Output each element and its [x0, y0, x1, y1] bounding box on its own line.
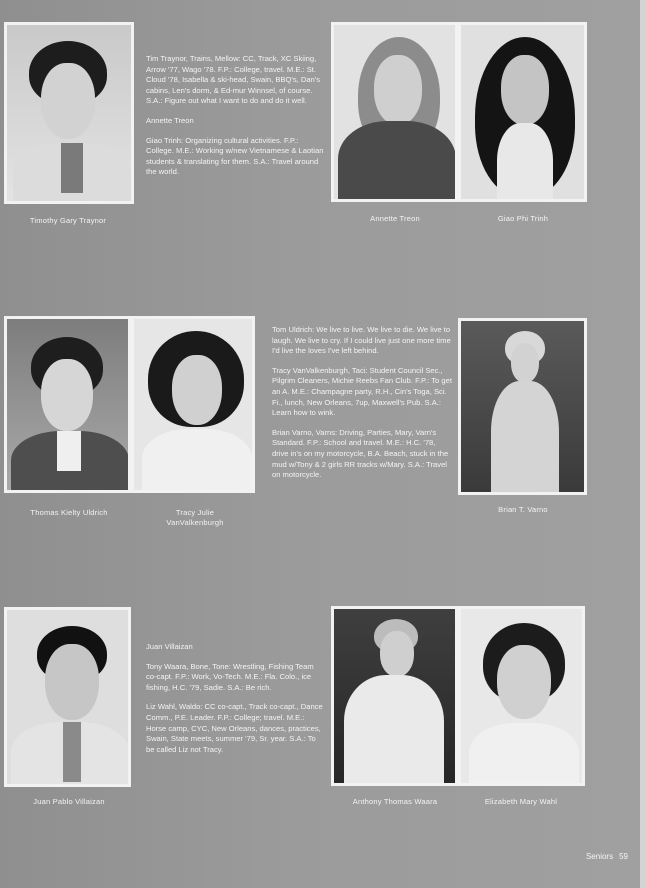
bio-block-row2: [272, 325, 452, 490]
page-folio: [580, 852, 628, 861]
bio-block-row3: [146, 642, 326, 764]
bio-traynor: Tim Traynor, Trains, Mellow: CC, Track, XC Skiing, Arrow '77, Wago '78. F.P.: College, travel. M.E.: St. Cloud '78, Isabella & ski-head, Swain, BBQ's, Dan's cabins, Len's dorm, & Ed-mur Winnsel, of course. S.A.: Figure out what I want to do and do it well.: [146, 54, 321, 106]
page-edge: [640, 0, 646, 888]
bio-vanvalkenburgh: Tracy VanValkenburgh, Taci: Student Council Sec., Pilgrim Cleaners, Michie Reebs Fan Club. F.P.: To get an A. M.E.: Champagne party, R.H., Cin's Toga, Sci. Fi., lunch, New Orleans, 7up, Maxwell's Pub. S.A.: Learn how to wink.: [272, 365, 452, 418]
bio-trinh: Giao Trinh: Organizing cultural activities. F.P.: College. M.E.: Working w/new Vietnamese & Laotian students & translating for them. S.A.: Travel around the world.: [146, 135, 324, 177]
bio-block-row1: [146, 54, 324, 187]
caption-anthony-waara: Anthony Thomas Waara: [352, 797, 438, 806]
bio-villaizan: Juan Villaizan: [146, 642, 193, 651]
portrait-thomas-uldrich: [4, 316, 131, 493]
portrait-juan-villaizan: [4, 607, 131, 787]
caption-tracy-vanvalkenburgh-2: VanValkenburgh: [166, 518, 224, 527]
caption-brian-varno: Brian T. Varno: [498, 505, 548, 514]
caption-annette-treon: Annette Treon: [370, 214, 420, 223]
portrait-anthony-waara: [331, 606, 458, 786]
caption-timothy-traynor: Timothy Gary Traynor: [29, 216, 107, 225]
portrait-brian-varno: [458, 318, 587, 495]
bio-uldrich: Tom Uldrich: We live to live. We live to die. We live to laugh. We live to cry. If I could live just one more time I'd live the loves I've left behind.: [272, 325, 451, 356]
portrait-timothy-traynor: [4, 22, 134, 204]
caption-tracy-vanvalkenburgh-1: Tracy Julie: [175, 508, 215, 517]
bio-waara: Tony Waara, Bone, Tone: Wrestling, Fishing Team co-capt. F.P.: Work, Vo-Tech. M.E.: Fla. Colo., ice fishing, H.C. '79, Sadie. S.A.: Be rich.: [146, 661, 314, 692]
portrait-annette-treon: [331, 22, 458, 202]
bio-wahl: Liz Wahl, Waldo: CC co-capt., Track co-capt., Dance Comm., P.E. Leader. F.P.: College; travel. M.E.: Horse camp, CYC, New Orleans, dances, practices, Swain, State meets, summer '79, Sr. year. S.A.: To be called Liz not Tracy.: [146, 702, 323, 754]
page-number: 59: [619, 852, 628, 861]
bio-treon: Annette Treon: [146, 115, 194, 125]
caption-thomas-uldrich: Thomas Kielty Uldrich: [30, 508, 108, 517]
portrait-elizabeth-wahl: [458, 606, 585, 786]
portrait-tracy-vanvalkenburgh: [131, 316, 255, 493]
caption-giao-trinh: Giao Phi Trinh: [497, 214, 549, 223]
caption-juan-villaizan: Juan Pablo Villaizan: [33, 797, 105, 806]
portrait-giao-trinh: [458, 22, 587, 202]
caption-elizabeth-wahl: Elizabeth Mary Wahl: [484, 797, 558, 806]
section-name: Seniors: [585, 852, 614, 861]
bio-varno: Brian Varno, Varns: Driving, Parties, Mary, Varn's Standard. F.P.: School and travel. M.E.: H.C. '78, drive in's on my motorcycle, B.A. Beach, stuck in the mud w/Tony & 2 girls RR tracks w/Mary. S.A.: Travel on motorcycle.: [272, 427, 449, 480]
